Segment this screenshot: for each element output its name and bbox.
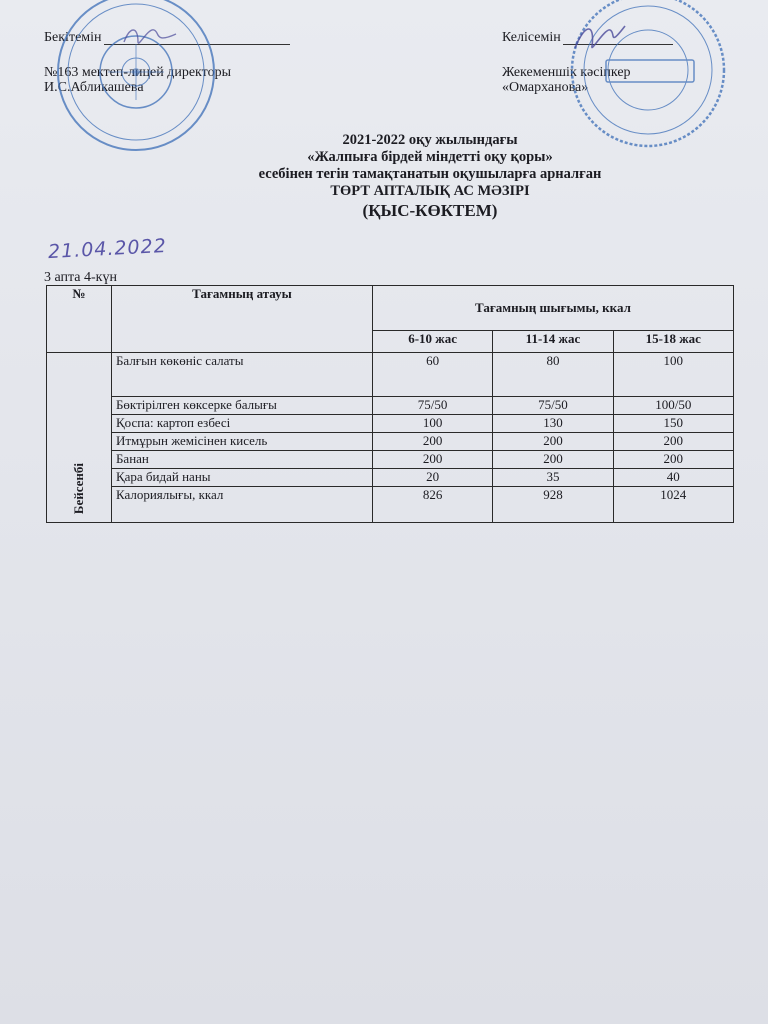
dish-name: Бөктірілген көксерке балығы	[111, 397, 372, 415]
approve-label: Бекітемін	[44, 30, 102, 45]
value-15-18: 200	[613, 451, 733, 469]
value-11-14: 75/50	[493, 397, 613, 415]
entrepreneur-name: «Омарханова»	[502, 80, 589, 95]
value-6-10: 60	[372, 353, 492, 397]
value-6-10: 20	[372, 469, 492, 487]
table-row	[47, 415, 734, 433]
agree-label: Келісемін	[502, 30, 561, 45]
day-label: Бейсенбі	[70, 462, 86, 514]
day-cell	[47, 353, 112, 523]
total-6-10: 826	[372, 487, 492, 523]
approval-block	[44, 30, 290, 95]
table-row	[47, 469, 734, 487]
week-day-info: 3 апта 4-күн	[44, 270, 117, 285]
value-15-18: 100	[613, 353, 733, 397]
header-dish-name: Тағамның атауы	[111, 286, 372, 353]
table-row	[47, 353, 734, 397]
total-label: Калориялығы, ккал	[111, 487, 372, 523]
table-row	[47, 397, 734, 415]
agreement-block	[502, 30, 673, 95]
table-header-row	[47, 286, 734, 331]
dish-name: Қара бидай наны	[111, 469, 372, 487]
value-6-10: 75/50	[372, 397, 492, 415]
header-age-6-10: 6-10 жас	[372, 331, 492, 353]
title-line-4: ТӨРТ АПТАЛЫҚ АС МӘЗІРІ	[330, 183, 530, 199]
value-15-18: 200	[613, 433, 733, 451]
value-6-10: 200	[372, 433, 492, 451]
value-15-18: 40	[613, 469, 733, 487]
total-11-14: 928	[493, 487, 613, 523]
table-row	[47, 433, 734, 451]
handwritten-date: 21.04.2022	[47, 234, 168, 264]
header-yield: Тағамның шығымы, ккал	[372, 286, 733, 331]
title-line-1: 2021-2022 оқу жылындағы	[342, 132, 518, 148]
signature-line-right	[563, 30, 673, 45]
value-11-14: 200	[493, 451, 613, 469]
value-15-18: 150	[613, 415, 733, 433]
title-line-5: (ҚЫС-КӨКТЕМ)	[362, 201, 498, 220]
dish-name: Қоспа: картоп езбесі	[111, 415, 372, 433]
title-line-2: «Жалпыға бірдей міндетті оқу қоры»	[307, 149, 553, 165]
table-row	[47, 451, 734, 469]
document-title	[150, 132, 710, 222]
header-age-15-18: 15-18 жас	[613, 331, 733, 353]
value-15-18: 100/50	[613, 397, 733, 415]
value-6-10: 200	[372, 451, 492, 469]
value-11-14: 200	[493, 433, 613, 451]
menu-table	[46, 285, 734, 523]
value-11-14: 80	[493, 353, 613, 397]
dish-name: Итмұрын жемісінен кисель	[111, 433, 372, 451]
dish-name: Банан	[111, 451, 372, 469]
dish-name: Балғын көкөніс салаты	[111, 353, 372, 397]
director-position: №163 мектеп-лицей директоры	[44, 65, 231, 80]
value-11-14: 35	[493, 469, 613, 487]
value-11-14: 130	[493, 415, 613, 433]
title-line-3: есебінен тегін тамақтанатын оқушыларға арналған	[258, 166, 602, 182]
header-age-11-14: 11-14 жас	[493, 331, 613, 353]
total-15-18: 1024	[613, 487, 733, 523]
value-6-10: 100	[372, 415, 492, 433]
table-total-row	[47, 487, 734, 523]
header-number: №	[47, 286, 112, 353]
signature-line	[104, 30, 290, 45]
director-name: И.С.Абликашева	[44, 80, 144, 95]
entrepreneur-position: Жекеменшік кәсіпкер	[502, 65, 631, 80]
